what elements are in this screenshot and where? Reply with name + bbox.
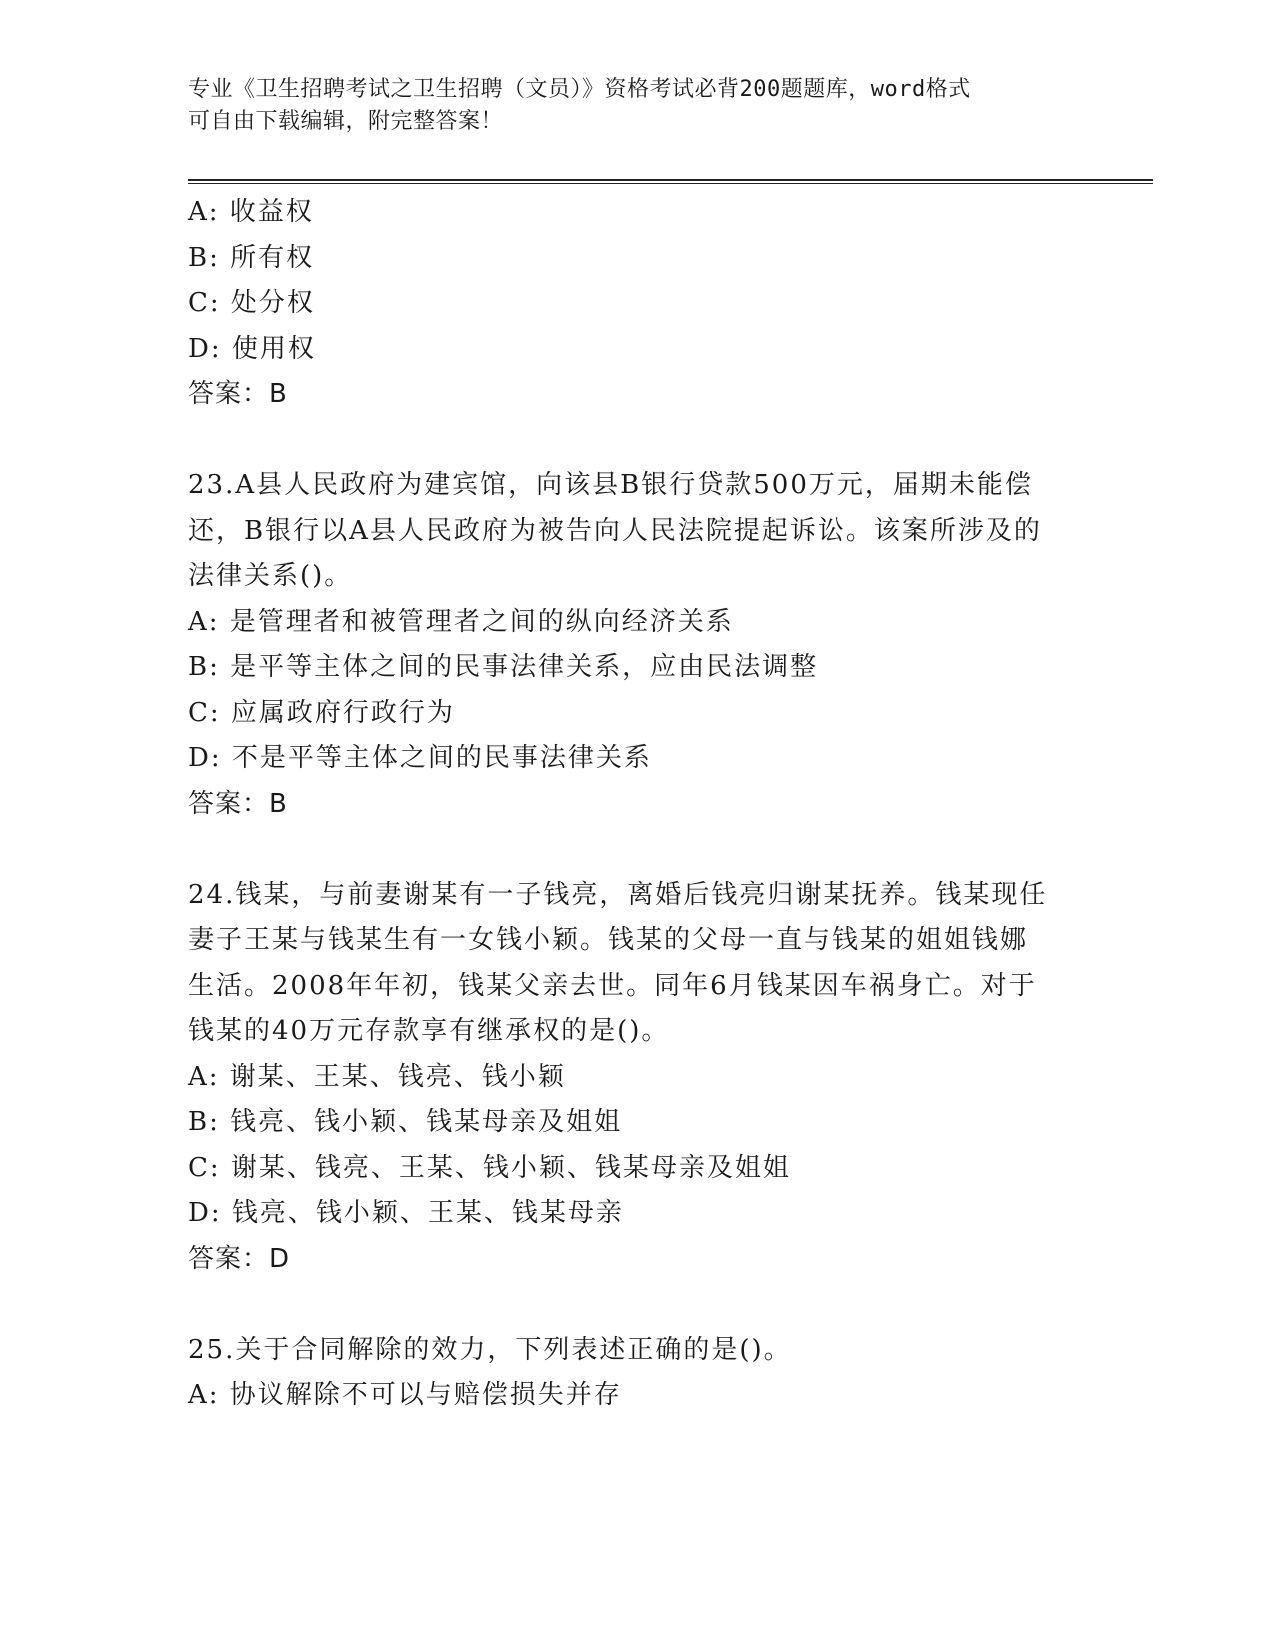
question-stem-line: 25.关于合同解除的效力，下列表述正确的是()。 <box>188 1334 792 1365</box>
spacer <box>188 1282 1088 1328</box>
answer-line: 答案：B <box>188 379 288 409</box>
question-stem-line: 妻子王某与钱某生有一女钱小颖。钱某的父母一直与钱某的姐姐钱娜 <box>188 925 1029 955</box>
header-line-1: 专业《卫生招聘考试之卫生招聘（文员）》资格考试必背200题题库，word格式 <box>188 77 971 102</box>
header-line-2: 可自由下载编辑，附完整答案！ <box>188 109 504 134</box>
document-header <box>188 74 1068 138</box>
option-b: B: 钱亮、钱小颖、钱某母亲及姐姐 <box>188 1107 623 1137</box>
option-a: A: 是管理者和被管理者之间的纵向经济关系 <box>188 606 734 637</box>
spacer <box>188 827 1088 873</box>
question-stem-line: 钱某的40万元存款享有继承权的是()。 <box>188 1016 670 1046</box>
option-b: B: 是平等主体之间的民事法律关系，应由民法调整 <box>188 652 819 682</box>
option-c: C: 谢某、钱亮、王某、钱小颖、钱某母亲及姐姐 <box>188 1152 791 1183</box>
spacer <box>188 418 1088 464</box>
answer-line: 答案：B <box>188 788 288 819</box>
header-divider-thin <box>188 183 1153 184</box>
option-d: D: 使用权 <box>188 333 316 364</box>
answer-line: 答案：D <box>188 1243 291 1274</box>
option-c: C: 处分权 <box>188 288 315 318</box>
question-block-22 <box>188 190 1088 418</box>
option-d: D: 钱亮、钱小颖、王某、钱某母亲 <box>188 1198 624 1228</box>
question-stem-line: 还，B银行以A县人民政府为被告向人民法院提起诉讼。该案所涉及的 <box>188 515 1042 546</box>
question-block-24 <box>188 873 1088 1283</box>
option-a: A: 收益权 <box>188 197 314 227</box>
option-d: D: 不是平等主体之间的民事法律关系 <box>188 743 652 773</box>
option-a: A: 谢某、王某、钱亮、钱小颖 <box>188 1061 566 1092</box>
option-c: C: 应属政府行政行为 <box>188 697 455 728</box>
question-block-25 <box>188 1328 1088 1419</box>
option-b: B: 所有权 <box>188 242 315 273</box>
question-stem-line: 法律关系()。 <box>188 561 353 591</box>
option-a: A: 协议解除不可以与赔偿损失并存 <box>188 1380 622 1410</box>
question-content <box>188 190 1088 1419</box>
question-stem-line: 23.A县人民政府为建宾馆，向该县B银行贷款500万元，届期未能偿 <box>188 470 1033 500</box>
header-divider-thick <box>188 179 1153 181</box>
question-stem-line: 24.钱某，与前妻谢某有一子钱亮，离婚后钱亮归谢某抚养。钱某现任 <box>188 879 1048 910</box>
question-stem-line: 生活。2008年年初，钱某父亲去世。同年6月钱某因车祸身亡。对于 <box>188 970 1037 1001</box>
question-block-23 <box>188 463 1088 827</box>
